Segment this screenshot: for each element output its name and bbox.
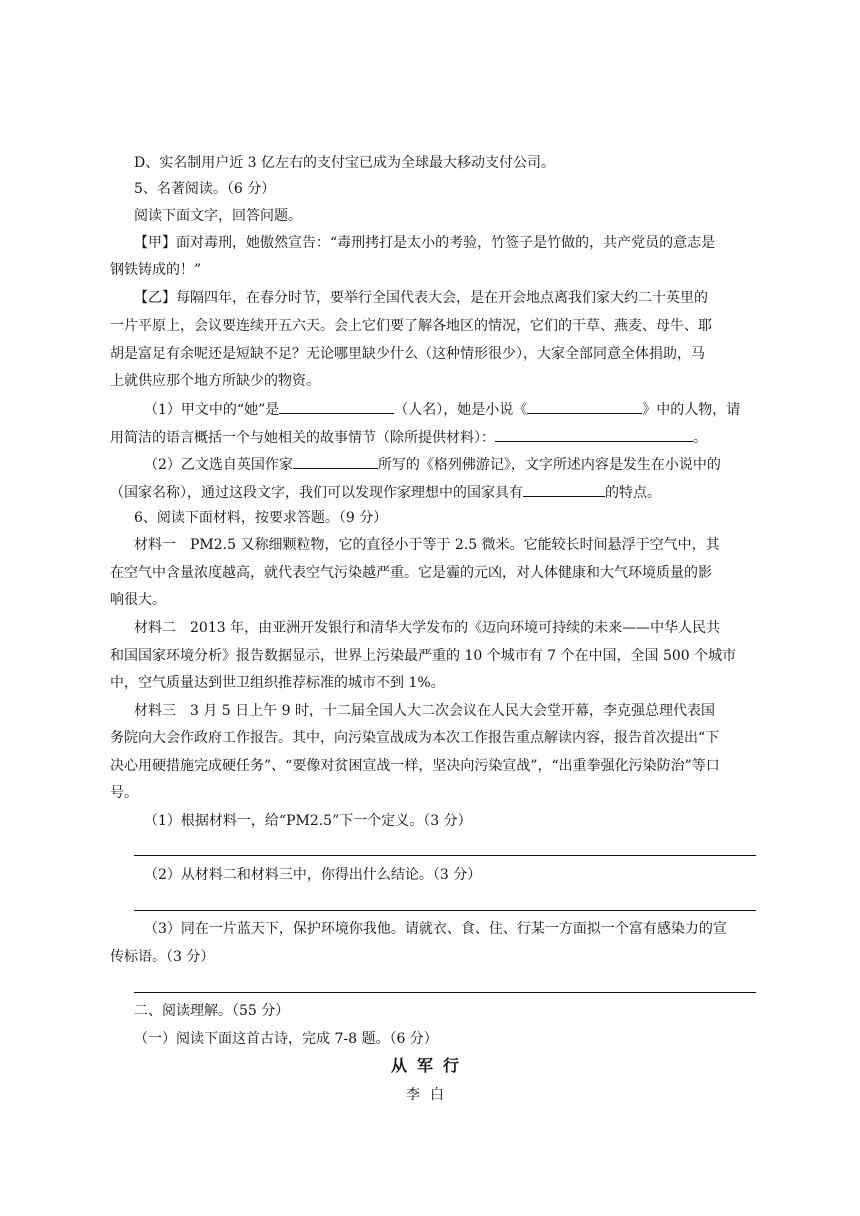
question-6-2: （2）从材料二和材料三中，你得出什么结论。（3 分） [144, 867, 482, 883]
answer-line-6-1[interactable] [134, 855, 756, 856]
answer-line-6-2[interactable] [134, 910, 756, 911]
question-6-3-cont: 传标语。（3 分） [110, 949, 215, 965]
material-2-line: 和国国家环境分析》报告数据显示，世界上污染最严重的 10 个城市有 7 个在中国，全国 500 个城市 [110, 648, 737, 664]
question-text: 。 [693, 430, 707, 446]
passage-jia-line: 【甲】面对毒刑，她傲然宣告：“毒刑拷打是太小的考验，竹签子是竹做的，共产党员的意志是 [134, 235, 716, 251]
passage-yi-line: 胡是富足有余呢还是短缺不足？无论哪里缺少什么（这种情形很少），大家全部同意全体捐助，马 [110, 346, 705, 362]
question-6-3: （3）同在一片蓝天下，保护环境你我他。请就衣、食、住、行某一方面拟一个富有感染力的宣 [144, 921, 727, 937]
answer-line-6-3[interactable] [134, 992, 756, 993]
answer-blank-feature[interactable] [523, 481, 605, 497]
question-text: 所写的《格列佛游记》，文字所述内容是发生在小说中的 [377, 457, 721, 473]
question-5-2 [144, 453, 721, 475]
question-text: （2）乙文选自英国作家 [144, 457, 293, 473]
answer-blank-novel[interactable] [527, 398, 642, 414]
question-5-1 [144, 398, 740, 420]
material-1-line: 材料一 PM2.5 又称细颗粒物，它的直径小于等于 2.5 微米。它能较长时间悬浮于空气中，其 [134, 537, 720, 553]
answer-blank-author[interactable] [293, 453, 378, 469]
subsection-1-heading: （一）阅读下面这首古诗，完成 7-8 题。（6 分） [134, 1031, 438, 1047]
material-3-line: 材料三 3 月 5 日上午 9 时，十二届全国人大二次会议在人民大会堂开幕，李克强总理代表国 [134, 703, 715, 719]
question-text: （人名），她是小说《 [394, 402, 528, 418]
passage-yi-line: 上就供应那个地方所缺少的物资。 [110, 373, 320, 389]
answer-blank-plot[interactable] [495, 426, 693, 442]
question-5-instruction: 阅读下面文字，回答问题。 [134, 208, 302, 224]
section-2-heading: 二、阅读理解。（55 分） [134, 1003, 290, 1019]
question-text: （国家名称），通过这段文字，我们可以发现作家理想中的国家具有 [110, 485, 523, 501]
passage-jia-line: 钢铁铸成的！” [110, 262, 202, 278]
material-1-line: 响很大。 [110, 592, 166, 608]
answer-blank-name[interactable] [279, 398, 394, 414]
option-d: D、实名制用户近 3 亿左右的支付宝已成为全球最大移动支付公司。 [134, 155, 556, 171]
material-3-line: 决心用硬措施完成硬任务”、“要像对贫困宣战一样，坚决向污染宣战”，“出重拳强化污染防治”等口 [110, 758, 720, 774]
question-text: 》中的人物，请 [642, 402, 741, 418]
question-text: （1）甲文中的“她”是 [144, 402, 280, 418]
question-6-title: 6、阅读下面材料，按要求答题。（9 分） [134, 510, 388, 526]
material-1-line: 在空气中含量浓度越高，就代表空气污染越严重。它是霾的元凶，对人体健康和大气环境质量的影 [110, 565, 712, 581]
poem-title: 从军行 [390, 1056, 469, 1075]
poem-author: 李白 [406, 1087, 454, 1103]
material-2-line: 中，空气质量达到世卫组织推荐标准的城市不到 1%。 [110, 675, 445, 691]
question-6-1: （1）根据材料一，给“PM2.5”下一个定义。（3 分） [144, 813, 472, 829]
question-text: 的特点。 [605, 485, 661, 501]
passage-yi-line: 【乙】每隔四年，在春分时节，要举行全国代表大会，是在开会地点离我们家大约二十英里的 [134, 290, 708, 306]
material-3-line: 务院向大会作政府工作报告。其中，向污染宣战成为本次工作报告重点解读内容，报告首次提出“下 [110, 730, 720, 746]
question-5-title: 5、名著阅读。（6 分） [134, 181, 276, 197]
question-text: 用简洁的语言概括一个与她相关的故事情节（除所提供材料）： [110, 430, 495, 446]
question-5-1-cont [110, 426, 707, 448]
question-5-2-cont [110, 481, 661, 503]
passage-yi-line: 一片平原上，会议要连续开五六天。会上它们要了解各地区的情况，它们的干草、燕麦、母牛、耶 [110, 318, 712, 334]
material-2-line: 材料二 2013 年，由亚洲开发银行和清华大学发布的《迈向环境可持续的未来——中华人民共 [134, 620, 721, 636]
material-3-line: 号。 [110, 785, 138, 801]
